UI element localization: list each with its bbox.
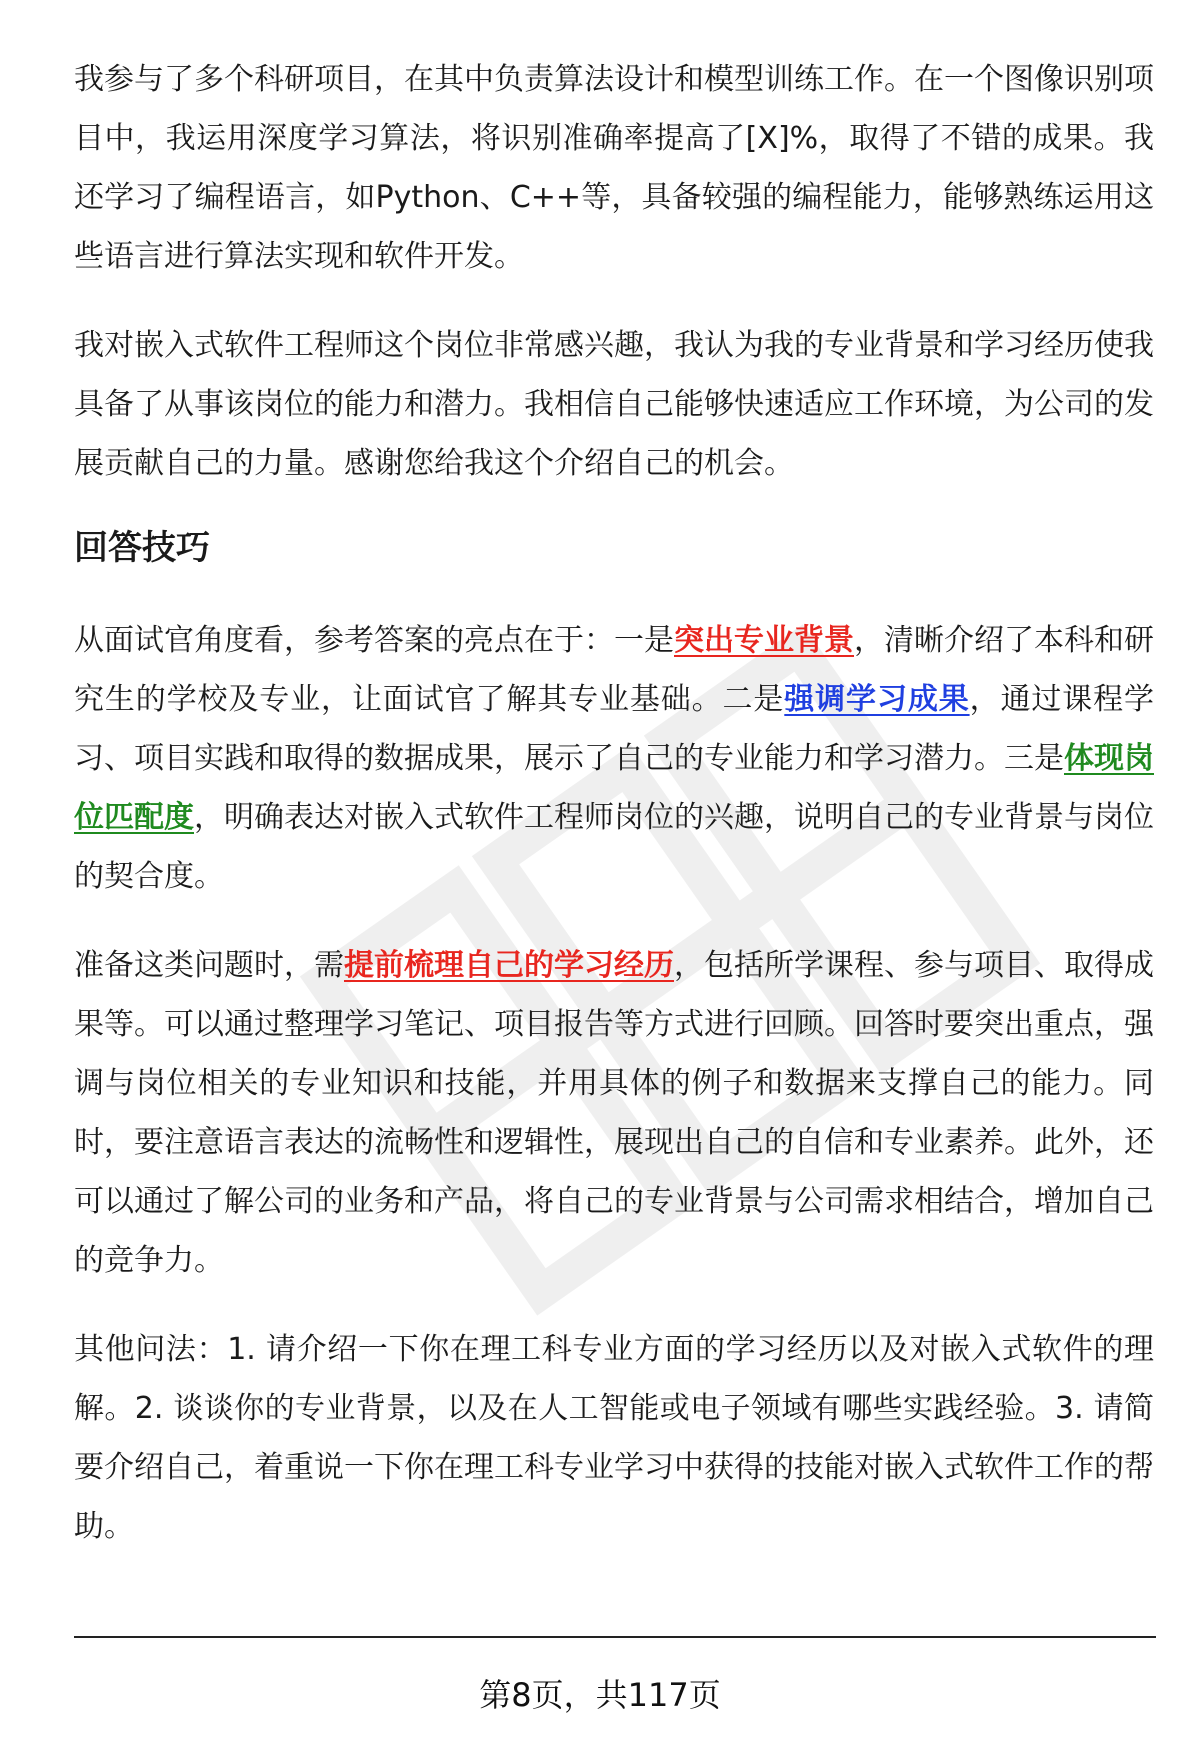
document-page (74, 50, 1154, 1586)
highlight-learning-results: 强调学习成果 (784, 682, 970, 717)
page-number: 第8页，共117页 (479, 1676, 721, 1714)
section-title: 回答技巧 (74, 528, 210, 568)
highlight-review-learning: 提前梳理自己的学习经历 (344, 948, 674, 983)
footer-divider (74, 1636, 1156, 1638)
highlight-job-fit: 体现岗位匹配度 (74, 741, 1154, 835)
text-segment: 准备这类问题时，需 (74, 948, 344, 983)
text-segment: ，包括所学课程、参与项目、取得成果等。可以通过整理学习笔记、项目报告等方式进行回顾。回答时要突出重点，强调与岗位相关的专业知识和技能，并用具体的例子和数据来支撑自己的能力。同时，要注意语言表达的流畅性和逻辑性，展现出自己的自信和专业素养。此外，还可以通过了解公司的业务和产品，将自己的专业背景与公司需求相结合，增加自己的竞争力。 (74, 948, 1154, 1278)
text-segment: 从面试官角度看，参考答案的亮点在于：一是 (74, 623, 674, 658)
paragraph-highlights (74, 611, 1154, 906)
paragraph-interest: 我对嵌入式软件工程师这个岗位非常感兴趣，我认为我的专业背景和学习经历使我具备了从事该岗位的能力和潜力。我相信自己能够快速适应工作环境，为公司的发展贡献自己的力量。感谢您给我这个介绍自己的机会。 (74, 328, 1154, 481)
text-segment: ，通过课程学习、项目实践和取得的数据成果，展示了自己的专业能力和学习潜力。三是 (74, 682, 1155, 776)
text-segment: ，明确表达对嵌入式软件工程师岗位的兴趣，说明自己的专业背景与岗位的契合度。 (74, 800, 1154, 894)
paragraph-research: 我参与了多个科研项目，在其中负责算法设计和模型训练工作。在一个图像识别项目中，我运用深度学习算法，将识别准确率提高了[X]%，取得了不错的成果。我还学习了编程语言，如Python、C++等，具备较强的编程能力，能够熟练运用这些语言进行算法实现和软件开发。 (74, 62, 1154, 274)
paragraph-other-questions: 其他问法：1. 请介绍一下你在理工科专业方面的学习经历以及对嵌入式软件的理解。2. 谈谈你的专业背景，以及在人工智能或电子领域有哪些实践经验。3. 请简要介绍自己，着重说一下你在理工科专业学习中获得的技能对嵌入式软件工作的帮助。 (74, 1332, 1154, 1544)
paragraph-preparation (74, 936, 1154, 1290)
highlight-professional-background: 突出专业背景 (674, 623, 854, 658)
text-segment: ，清晰介绍了本科和研究生的学校及专业，让面试官了解其专业基础。二是 (74, 623, 1154, 717)
